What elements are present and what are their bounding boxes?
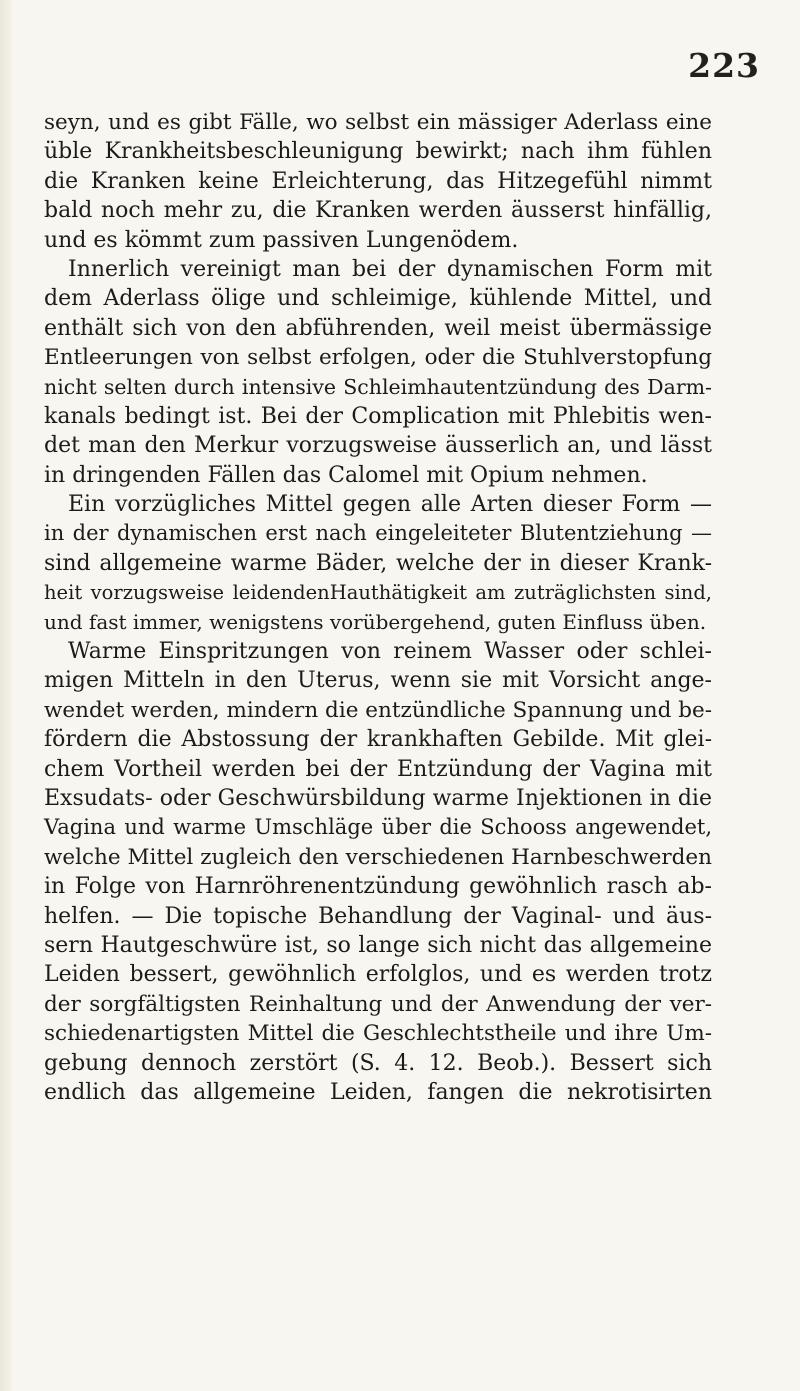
- text-line: in dringenden Fällen das Calomel mit Opium nehmen.: [44, 462, 648, 488]
- text-line: kanals bedingt ist. Bei der Complication mit Phlebitis wen-: [44, 403, 712, 429]
- page-number: 223: [688, 46, 760, 85]
- text-line: üble Krankheitsbeschleunigung bewirkt; nach ihm fühlen: [44, 139, 712, 165]
- text-line: in Folge von Harnröhrenentzündung gewöhnlich rasch ab-: [44, 874, 712, 900]
- text-line: Innerlich vereinigt man bei der dynamischen Form mit: [68, 256, 712, 282]
- text-line: Warme Einspritzungen von reinem Wasser oder schlei-: [68, 639, 712, 665]
- text-line: Ein vorzügliches Mittel gegen alle Arten dieser Form —: [68, 492, 712, 518]
- text-line: sind allgemeine warme Bäder, welche der in dieser Krank-: [44, 550, 712, 576]
- text-line: helfen. — Die topische Behandlung der Vaginal- und äus-: [44, 903, 712, 929]
- body-text: [44, 108, 712, 1107]
- text-line: enthält sich von den abführenden, weil meist übermässige: [44, 315, 712, 341]
- text-line: endlich das allgemeine Leiden, fangen die nekrotisirten: [44, 1079, 712, 1105]
- text-line: schiedenartigsten Mittel die Geschlechtstheile und ihre Um-: [44, 1021, 712, 1047]
- text-line: in der dynamischen erst nach eingeleiteter Blutentziehung —: [44, 521, 712, 546]
- text-line: der sorgfältigsten Reinhaltung und der Anwendung der ver-: [44, 991, 712, 1017]
- text-line: bald noch mehr zu, die Kranken werden äusserst hinfällig,: [44, 198, 712, 224]
- text-line: heit vorzugsweise leidendenHauthätigkeit am zuträglichsten sind,: [44, 581, 712, 605]
- text-line: sern Hautgeschwüre ist, so lange sich nicht das allgemeine: [44, 932, 712, 958]
- text-line: welche Mittel zugleich den verschiedenen Harnbeschwerden: [44, 844, 712, 870]
- text-line: nicht selten durch intensive Schleimhautentzündung des Darm-: [44, 374, 712, 399]
- text-line: Entleerungen von selbst erfolgen, oder die Stuhlverstopfung: [44, 345, 712, 371]
- text-line: und fast immer, wenigstens vorübergehend, guten Einfluss üben.: [44, 609, 707, 634]
- text-line: fördern die Abstossung der krankhaften Gebilde. Mit glei-: [44, 727, 712, 753]
- text-line: migen Mitteln in den Uterus, wenn sie mit Vorsicht ange-: [44, 668, 712, 694]
- text-line: und es kömmt zum passiven Lungenödem.: [44, 227, 519, 253]
- text-line: Vagina und warme Umschläge über die Schooss angewendet,: [44, 815, 712, 840]
- text-line: chem Vortheil werden bei der Entzündung der Vagina mit: [44, 756, 712, 782]
- text-line: Exsudats- oder Geschwürsbildung warme Injektionen in die: [44, 785, 712, 811]
- text-line: gebung dennoch zerstört (S. 4. 12. Beob.). Bessert sich: [44, 1050, 712, 1076]
- text-line: seyn, und es gibt Fälle, wo selbst ein mässiger Aderlass eine: [44, 110, 712, 135]
- page-gutter: [0, 0, 14, 1391]
- text-line: wendet werden, mindern die entzündliche Spannung und be-: [44, 697, 712, 723]
- text-line: Leiden bessert, gewöhnlich erfolglos, und es werden trotz: [44, 962, 712, 988]
- text-line: dem Aderlass ölige und schleimige, kühlende Mittel, und: [44, 286, 712, 312]
- text-line: det man den Merkur vorzugsweise äusserlich an, und lässt: [44, 433, 712, 459]
- text-line: die Kranken keine Erleichterung, das Hitzegefühl nimmt: [44, 168, 712, 194]
